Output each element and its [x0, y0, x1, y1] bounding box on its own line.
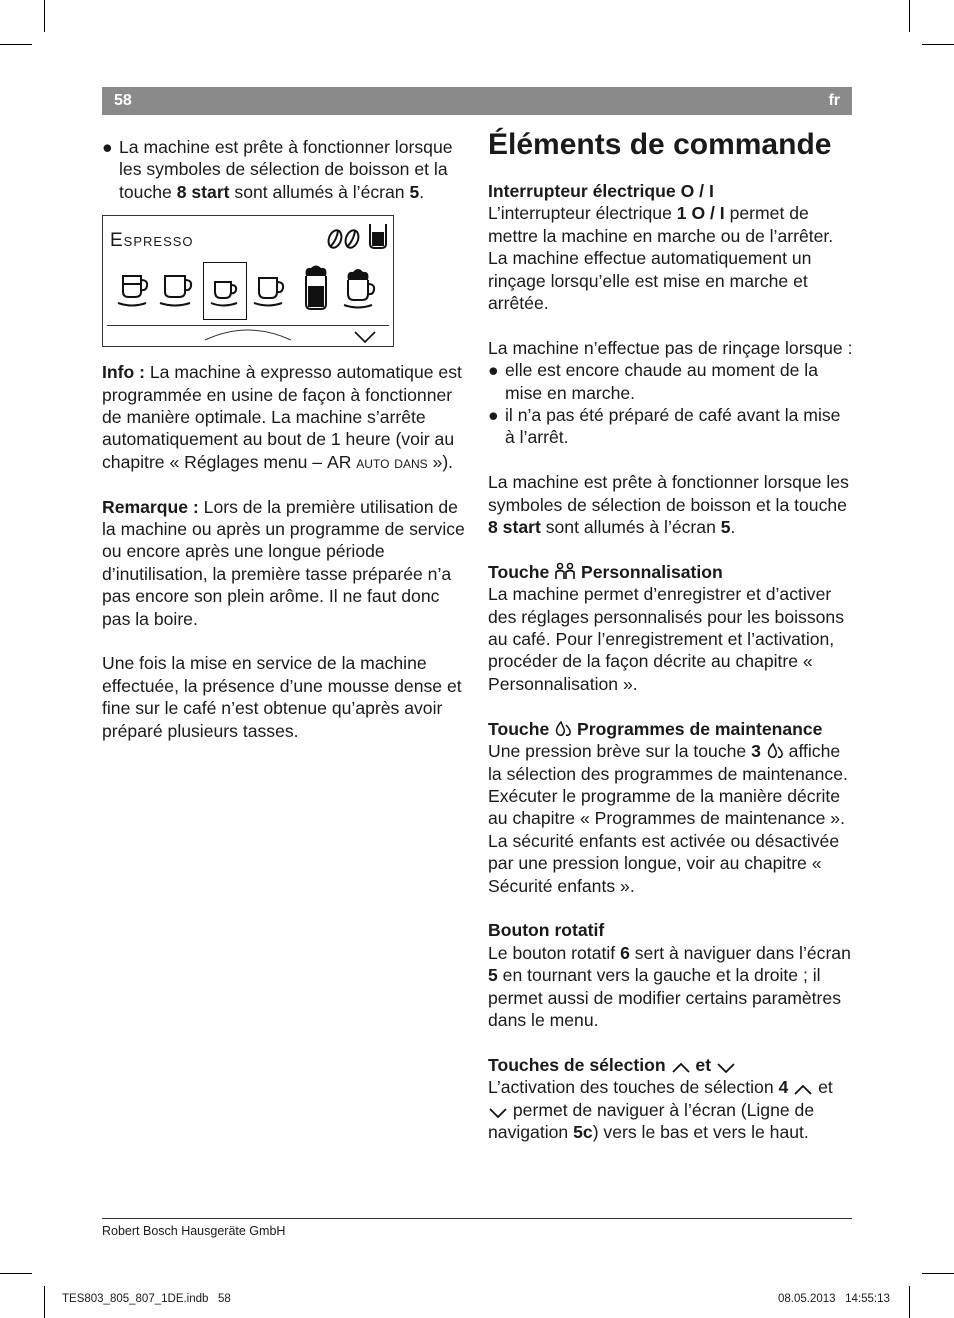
- paragraph: L’interrupteur électrique 1 O / I permet de mettre la machine en marche ou de l’arrêter. La machine effectue automatiquement un rinçage lorsqu’elle est mise en marche et arrêtée.: [488, 203, 834, 314]
- paragraph: Une fois la mise en service de la machine effectuée, la présence d’une mousse dense et fine sur le café n’est obtenue qu’après avoir préparé plusieurs tasses.: [102, 653, 462, 741]
- chevron-down-icon: [716, 1060, 736, 1074]
- machine-display-illustration: [102, 215, 394, 347]
- coffee-icon: [253, 274, 289, 310]
- section-heading: Touches de sélection et: [488, 1054, 853, 1076]
- coffee-strength-icon: [325, 228, 365, 250]
- section-heading: Touche Programmes de maintenance: [488, 718, 823, 739]
- section-heading: Interrupteur électrique O / I: [488, 181, 714, 201]
- section-heading: Touche Personnalisation: [488, 561, 723, 582]
- rotary-knob-arc: [203, 326, 293, 346]
- chevron-up-icon: [671, 1060, 691, 1074]
- footer-divider: [102, 1218, 852, 1219]
- paragraph: La machine est prête à fonctionner lorsque les symboles de sélection de boisson et la touche 8 start sont allumés à l’écran 5.: [488, 472, 849, 538]
- page-title: Éléments de commande: [488, 128, 832, 161]
- crop-mark: [922, 1273, 954, 1274]
- chevron-down-icon: [488, 1105, 508, 1119]
- paragraph: La machine permet d’enregistrer et d’activer des réglages personnalisés pour les boissons au café. Pour l’enregistrement et l’activation, procéder de la façon décrite au chapitre « Personnalisation ».: [488, 584, 844, 694]
- chevron-up-icon: [793, 1082, 813, 1096]
- latte-macchiato-icon: [301, 264, 331, 312]
- chevron-down-icon: [353, 330, 377, 344]
- right-column: [488, 180, 853, 1143]
- double-coffee-icon: [117, 270, 153, 310]
- crop-mark: [909, 1286, 910, 1318]
- print-slug-file: TES803_805_807_1DE.indb 58: [62, 1293, 231, 1305]
- maintenance-icon: [766, 742, 784, 760]
- remark-paragraph: Remarque : Lors de la première utilisation de la machine ou après un programme de service ou encore après une longue période d’inutilisation, la première tasse préparée n’a pas encore son plein arôme. Il ne faut donc pas la boire.: [102, 496, 465, 629]
- paragraph: Une pression brève sur la touche 3 affiche la sélection des programmes de maintenance. Exécuter le programme de la manière décrite au chapitre « Programmes de maintenance ».: [488, 741, 848, 829]
- left-column: [102, 136, 467, 742]
- crop-mark: [44, 0, 45, 32]
- paragraph: L’activation des touches de sélection 4 et permet de naviguer à l’écran (Ligne de navigation 5c) vers le bas et vers le haut.: [488, 1077, 833, 1142]
- maintenance-icon: [554, 720, 572, 738]
- paragraph: La sécurité enfants est activée ou désactivée par une pression longue, voir au chapitre « Sécurité enfants ».: [488, 830, 840, 896]
- page-header-bar: [102, 87, 852, 115]
- list-item: ● La machine est prête à fonctionner lorsque les symboles de sélection de boisson et la touche 8 start sont allumés à l’écran 5.: [102, 137, 453, 202]
- print-slug-date: 08.05.2013 14:55:13: [778, 1293, 890, 1305]
- personalisation-icon: [554, 561, 576, 581]
- crop-mark: [922, 44, 954, 45]
- list-item: ● elle est encore chaude au moment de la mise en marche.: [488, 360, 818, 403]
- language-code: fr: [828, 92, 840, 109]
- page-number: 58: [114, 92, 132, 109]
- paragraph: La machine n’effectue pas de rinçage lorsque :: [488, 337, 853, 358]
- cup-size-icon: [367, 222, 389, 250]
- crop-mark: [0, 1273, 32, 1274]
- display-title: Espresso: [110, 230, 194, 252]
- espresso-icon: [209, 276, 241, 312]
- section-heading: Bouton rotatif: [488, 920, 605, 941]
- crop-mark: [44, 1286, 45, 1318]
- footer-company: Robert Bosch Hausgeräte GmbH: [102, 1224, 286, 1238]
- double-espresso-icon: [159, 270, 197, 310]
- cappuccino-icon: [343, 266, 379, 310]
- paragraph: Le bouton rotatif 6 sert à naviguer dans l’écran 5 en tournant vers la gauche et la droite ; il permet aussi de modifier certains paramètres dans le menu.: [488, 942, 851, 1030]
- crop-mark: [0, 44, 32, 45]
- crop-mark: [909, 0, 910, 32]
- info-paragraph: Info : La machine à expresso automatique est programmée en usine de façon à fonctionner de manière optimale. La machine s’arrête automatiquement au bout de 1 heure (voir au chapitre « Réglages menu – AR auto dans »).: [102, 362, 462, 472]
- list-item: ● il n’a pas été préparé de café avant la mise à l’arrêt.: [488, 405, 841, 448]
